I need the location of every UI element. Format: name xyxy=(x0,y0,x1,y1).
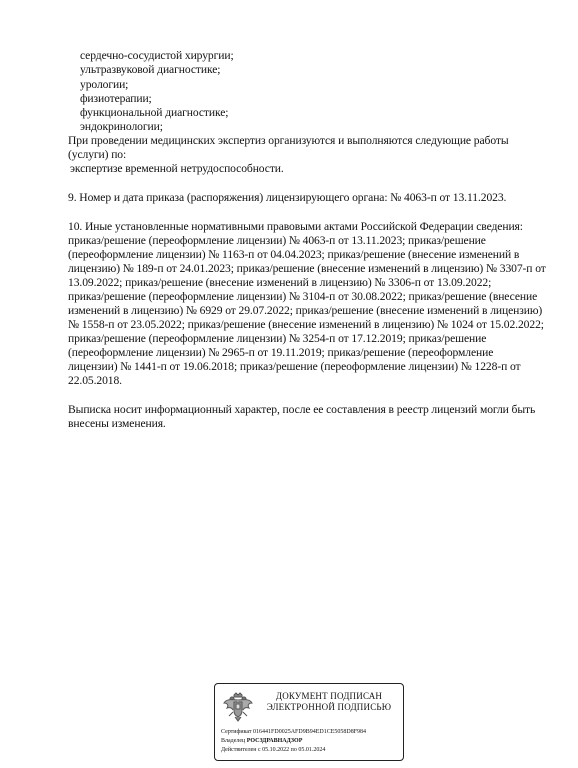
stamp-title-line: ЭЛЕКТРОННОЙ ПОДПИСЬЮ xyxy=(266,702,392,712)
section-10-line: лицензию) № 189-п от 24.01.2023; приказ/решение (внесение изменений в лицензию) № 3307-п от xyxy=(68,262,546,275)
certificate-value: 016441FD0025AFD9B94ED1CE5058D8F984 xyxy=(253,729,367,735)
electronic-signature-stamp xyxy=(214,683,404,761)
owner-value: РОСЗДРАВНАДЗОР xyxy=(246,738,303,744)
section-10-line: № 1558-п от 23.05.2022; приказ/решение (внесение изменений в лицензию) № 1024 от 15.02.2022; xyxy=(68,318,544,331)
stamp-validity: Действителен с 05.10.2022 по 05.01.2024 xyxy=(221,747,326,753)
section-10-line: 22.05.2018. xyxy=(68,374,122,387)
list-item: урологии; xyxy=(80,78,129,91)
section-10-line: приказ/решение (переоформление лицензии) № 3254-п от 17.12.2019; приказ/решение xyxy=(68,332,487,345)
owner-label: Владелец xyxy=(221,738,246,744)
section-10-line: изменений в лицензию) № 6929 от 29.07.2022; приказ/решение (внесение изменений в лицензию) xyxy=(68,304,543,317)
list-item: эндокринологии; xyxy=(80,120,163,133)
section-10-line: (переоформление лицензии) № 2965-п от 19.11.2019; приказ/решение (переоформление xyxy=(68,346,494,359)
expertise-item: экспертизе временной нетрудоспособности. xyxy=(70,162,284,175)
section-10-line: 10. Иные установленные нормативными правовыми актами Российской Федерации сведения: xyxy=(68,220,523,233)
list-item: функциональной диагностике; xyxy=(80,106,229,119)
section-10-line: приказ/решение (переоформление лицензии) № 3104-п от 30.08.2022; приказ/решение (внесение xyxy=(68,290,538,303)
russian-coat-of-arms-icon xyxy=(221,690,255,724)
stamp-title xyxy=(259,691,399,713)
stamp-title-line: ДОКУМЕНТ ПОДПИСАН xyxy=(275,691,383,701)
section-10-line: (переоформление лицензии) № 1163-п от 04.04.2023; приказ/решение (внесение изменений в xyxy=(68,248,520,261)
expertise-intro-line: При проведении медицинских экспертиз организуются и выполняются следующие работы xyxy=(68,134,509,147)
list-item: физиотерапии; xyxy=(80,92,152,105)
footer-note-line: внесены изменения. xyxy=(68,417,166,430)
section-9: 9. Номер и дата приказа (распоряжения) лицензирующего органа: № 4063-п от 13.11.2023. xyxy=(68,191,507,204)
section-10-line: приказ/решение (переоформление лицензии) № 4063-п от 13.11.2023; приказ/решение xyxy=(68,234,486,247)
section-10-line: лицензии) № 1441-п от 19.06.2018; приказ/решение (переоформление лицензии) № 1228-п от xyxy=(68,360,521,373)
expertise-intro-line: (услуги) по: xyxy=(68,148,127,161)
certificate-label: Сертификат xyxy=(221,729,252,735)
list-item: сердечно-сосудистой хирургии; xyxy=(80,49,234,62)
list-item: ультразвуковой диагностике; xyxy=(80,63,221,76)
stamp-certificate xyxy=(221,728,366,736)
stamp-owner xyxy=(221,737,302,745)
section-10-line: 13.09.2022; приказ/решение (внесение изменений в лицензию) № 3306-п от 13.09.2022; xyxy=(68,276,492,289)
footer-note-line: Выписка носит информационный характер, после ее составления в реестр лицензий могли быть xyxy=(68,403,536,416)
